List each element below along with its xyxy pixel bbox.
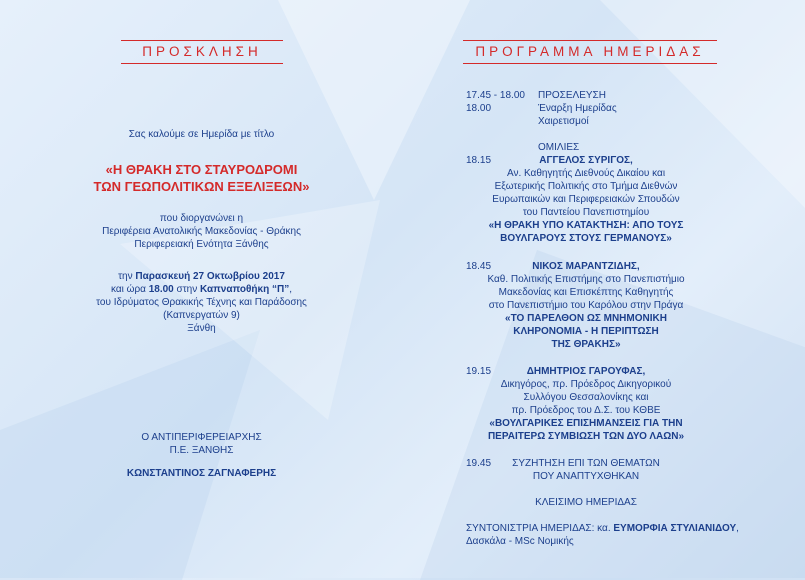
venue-suffix: , [289,284,292,295]
speaker-bio-line: Αν. Καθηγητής Διεθνούς Δικαίου και [506,168,666,179]
event-city: Ξάνθη [187,323,216,334]
signer-name: ΚΩΝΣΤΑΝΤΙΝΟΣ ΖΑΓΝΑΦΕΡΗΣ [126,468,277,479]
talk-block [466,260,706,351]
coordinator-line [466,522,786,535]
signer-title: Ο ΑΝΤΙΠΕΡΙΦΕΡΕΙΑΡΧΗΣ [141,432,262,443]
event-date: Παρασκευή 27 Οκτωβρίου 2017 [135,271,285,282]
date-prefix: την [118,271,136,282]
talk-time: 19.15 [466,366,492,377]
time-prefix: και ώρα [111,284,149,295]
event-title [0,161,403,195]
organizer-region: Περιφέρεια Ανατολικής Μακεδονίας - Θράκης [102,226,301,237]
event-time: 18.00 [148,284,174,295]
coordinator-block [466,522,786,548]
speaker-bio-line: Καθ. Πολιτικής Επιστήμης στο Πανεπιστήμιο [487,274,685,285]
talk-title-line: ΚΛΗΡΟΝΟΜΙΑ - Η ΠΕΡΙΠΤΩΣΗ [513,326,659,337]
organizer-block [0,212,403,251]
talk-title-line: ΤΗΣ ΘΡΑΚΗΣ» [551,339,621,350]
speaker-name: ΝΙΚΟΣ ΜΑΡΑΝΤΖΙΔΗΣ, [532,261,640,272]
coordinator-name: ΕΥΜΟΡΦΙΑ ΣΤΥΛΙΑΝΙΔΟΥ [613,523,737,534]
organizer-unit: Περιφερειακή Ενότητα Ξάνθης [134,239,269,250]
invitation-intro: Σας καλούμε σε Ημερίδα με τίτλο [128,129,275,140]
venue-address: (Καπνεργατών 9) [163,310,240,321]
discussion-line: ΣΥΖΗΤΗΣΗ ΕΠΙ ΤΩΝ ΘΕΜΑΤΩΝ [512,458,660,469]
event-venue: Καπναποθήκη “Π” [200,284,290,295]
coordinator-role: Δασκάλα - MSc Νομικής [466,536,574,547]
closing-label: ΚΛΕΙΣΙΜΟ ΗΜΕΡΙΔΑΣ [535,497,637,508]
talk-block [466,365,706,443]
coordinator-suffix: , [736,523,739,534]
start-time: 18.00 [466,103,492,114]
venue-prefix: στην [173,284,200,295]
talk-time: 18.45 [466,261,492,272]
event-title-line: «Η ΘΡΑΚΗ ΣΤΟ ΣΤΑΥΡΟΔΡΟΜΙ [105,162,298,177]
speaker-bio-line: Δικηγόρος, πρ. Πρόεδρος Δικηγορικού [500,379,672,390]
speaker-name: ΔΗΜΗΤΡΙΟΣ ΓΑΡΟΥΦΑΣ, [526,366,646,377]
speaker-bio-line: στο Πανεπιστήμιο του Καρόλου στην Πράγα [488,300,684,311]
organizer-intro: που διοργανώνει η [159,213,244,224]
talks-label: ΟΜΙΛΙΕΣ [538,142,580,153]
discussion-line: ΠΟΥ ΑΝΑΠΤΥΧΘΗΚΑΝ [532,471,640,482]
talk-title-line: «Η ΘΡΑΚΗ ΥΠΟ ΚΑΤΑΚΤΗΣΗ: ΑΠΟ ΤΟΥΣ [488,220,684,231]
discussion-block [466,457,706,483]
talk-title-line: «ΒΟΥΛΓΑΡΙΚΕΣ ΕΠΙΣΗΜΑΝΣΕΙΣ ΓΙΑ ΤΗΝ [489,418,683,429]
speaker-name: ΑΓΓΕΛΟΣ ΣΥΡΙΓΟΣ, [539,155,633,166]
signer-unit: Π.Ε. ΞΑΝΘΗΣ [169,445,234,456]
speaker-bio-line: Ευρωπαικών και Περιφερειακών Σπουδών [492,194,680,205]
coordinator-label: ΣΥΝΤΟΝΙΣΤΡΙΑ ΗΜΕΡΙΔΑΣ: κα. [466,523,614,534]
event-time-line [0,283,403,296]
speaker-bio-line: του Παντείου Πανεπιστημίου [522,207,650,218]
arrival-time: 17.45 - 18.00 [466,90,525,101]
discussion-time: 19.45 [466,458,492,469]
start-label: Έναρξη Ημερίδας [538,103,617,114]
speaker-bio-line: Μακεδονίας και Επισκέπτης Καθηγητής [498,287,674,298]
talk-block [466,154,706,245]
greetings-label: Χαιρετισμοί [538,116,589,127]
program-heading: ΠΡΟΓΡΑΜΜΑ ΗΜΕΡΙΔΑΣ [463,40,717,64]
event-details [0,270,403,335]
signer-block [0,431,403,480]
invitation-heading: ΠΡΟΣΚΛΗΣΗ [121,40,283,64]
speaker-bio-line: πρ. Πρόεδρος του Δ.Σ. του ΚΘΒΕ [511,405,661,416]
speaker-bio-line: Συλλόγου Θεσσαλονίκης και [523,392,649,403]
arrival-label: ΠΡΟΣΕΛΕΥΣΗ [538,90,606,101]
talk-title-line: «ΤΟ ΠΑΡΕΛΘΟΝ ΩΣ ΜΝΗΜΟΝΙΚΗ [505,313,667,324]
talk-time: 18.15 [466,155,492,166]
talk-title-line: ΠΕΡΑΙΤΕΡΩ ΣΥΜΒΙΩΣΗ ΤΩΝ ΔΥΟ ΛΑΩΝ» [487,431,685,442]
event-date-line [0,270,403,283]
foundation-name: του Ιδρύματος Θρακικής Τέχνης και Παράδοσης [96,297,307,308]
speaker-bio-line: Εξωτερικής Πολιτικής στο Τμήμα Διεθνών [494,181,678,192]
talk-title-line: ΒΟΥΛΓΑΡΟΥΣ ΣΤΟΥΣ ΓΕΡΜΑΝΟΥΣ» [500,233,672,244]
event-title-line: ΤΩΝ ΓΕΩΠΟΛΙΤΙΚΩΝ ΕΞΕΛΙΞΕΩΝ» [93,179,310,194]
